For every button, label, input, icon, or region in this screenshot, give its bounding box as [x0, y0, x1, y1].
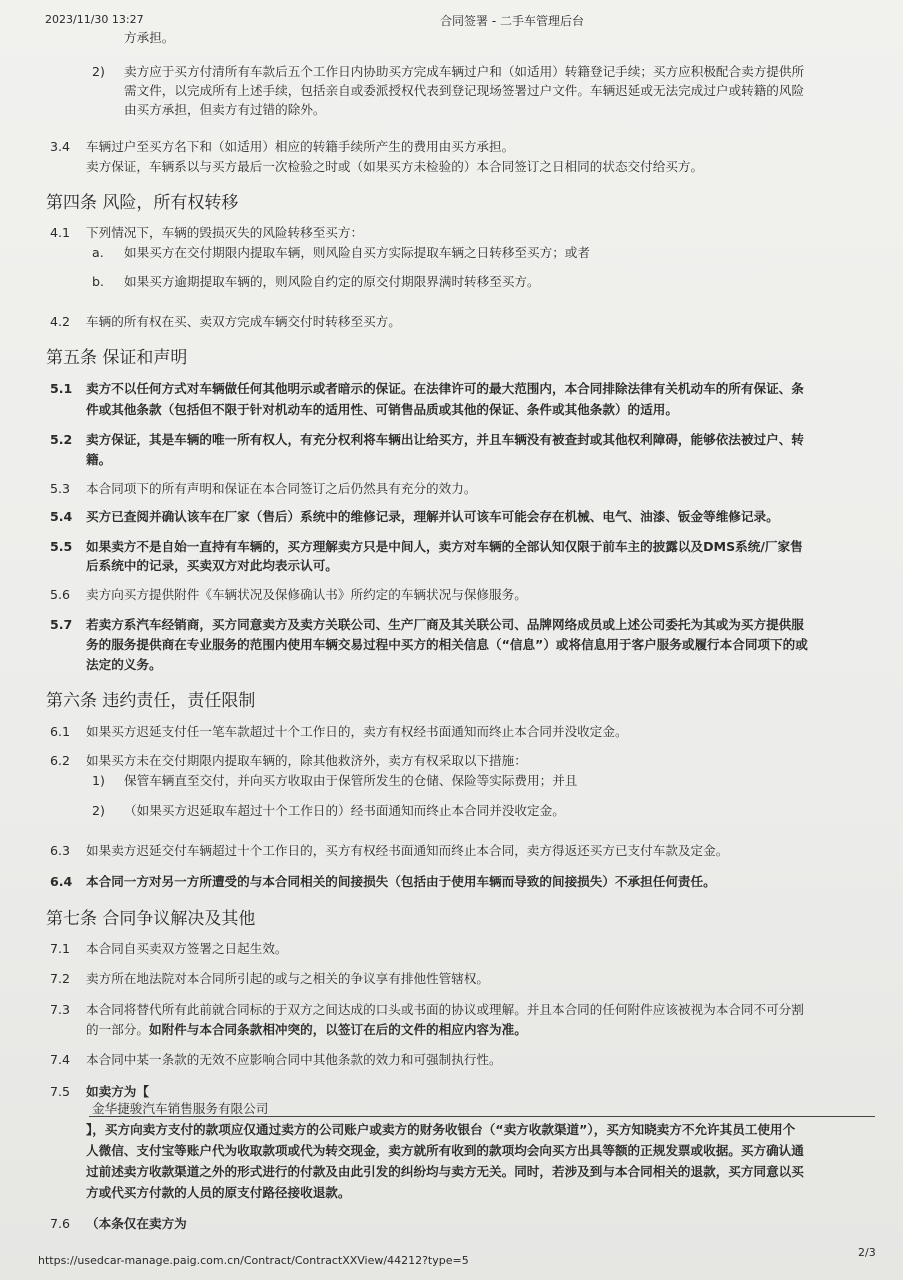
clause-text: 如果买方未在交付期限内提取车辆的，除其他救济外，卖方有权采取以下措施：: [86, 753, 527, 768]
clause-text: 车辆的所有权在买、卖双方完成车辆交付时转移至买方。: [86, 314, 401, 329]
clause-number: 7.6: [50, 1216, 71, 1231]
clause-text: 如果买方在交付期限内提取车辆，则风险自买方实际提取车辆之日转移至买方；或者: [124, 245, 590, 260]
clause-number: 3.4: [50, 139, 71, 154]
clause-number: 7.5: [50, 1084, 71, 1099]
company-name: 金华捷骏汽车销售服务有限公司: [92, 1101, 269, 1116]
clause-text: 如果买方逾期提取车辆的，则风险自约定的原交付期限界满时转移至买方。: [124, 274, 540, 289]
clause-text: 卖方所在地法院对本合同所引起的或与之相关的争议享有排他性管辖权。: [86, 971, 489, 986]
clause-number: 4.1: [50, 225, 71, 240]
clause-number: 6.2: [50, 753, 71, 768]
clause-text: 籍。: [86, 452, 112, 467]
clause-text: 卖方保证，其是车辆的唯一所有权人，有充分权利将车辆出让给买方，并且车辆没有被查封或其他权利障碍，能够依法被过户、转: [86, 432, 804, 447]
clause-number: 7.1: [50, 941, 71, 956]
article-heading: 第五条 保证和声明: [46, 348, 188, 368]
clause-text: 若卖方系汽车经销商，买方同意卖方及卖方关联公司、生产厂商及其关联公司、品牌网络成员或上述公司委托为其或为买方提供服: [86, 617, 804, 632]
clause-number: 6.4: [50, 874, 73, 889]
clause-text: 本合同自买卖双方签署之日起生效。: [86, 941, 288, 956]
clause-text: 本合同项下的所有声明和保证在本合同签订之后仍然具有充分的效力。: [86, 481, 477, 496]
clause-number: 5.3: [50, 481, 71, 496]
clause-text: 如果买方迟延支付任一笔车款超过十个工作日的，卖方有权经书面通知而终止本合同并没收定金。: [86, 724, 628, 739]
article-heading: 第六条 违约责任，责任限制: [46, 691, 256, 711]
clause-text: 需文件，以完成所有上述手续，包括亲自或委派授权代表到登记现场签署过户文件。车辆迟延或无法完成过户或转籍的风险: [124, 83, 805, 98]
clause-text: 人微信、支付宝等账户代为收取款项或代为转交现金，卖方就所有收到的款项均会向买方出具等额的正规发票或收据。买方确认通: [86, 1143, 804, 1158]
clause-number: 6.3: [50, 843, 71, 858]
clause-text: 卖方保证，车辆系以与买方最后一次检验之时或（如果买方未检验的）本合同签订之日相同的状态交付给买方。: [86, 159, 704, 174]
clause-number: 7.4: [50, 1052, 71, 1067]
clause-text: 方或代买方付款的人员的原支付路径接收退款。: [86, 1185, 351, 1200]
clause-text: 由买方承担，但卖方有过错的除外。: [124, 102, 326, 117]
clause-number: 5.2: [50, 432, 73, 447]
clause-text: 车辆过户至买方名下和（如适用）相应的转籍手续所产生的费用由买方承担。: [86, 139, 515, 154]
print-datetime: 2023/11/30 13:27: [45, 13, 144, 26]
clause-text: 方承担。: [124, 30, 175, 45]
clause-text: 】，买方向卖方支付的款项应仅通过卖方的公司账户或卖方的财务收银台（“卖方收款渠道”），买方知晓卖方不允许其员工使用个: [86, 1122, 796, 1137]
clause-number: 7.2: [50, 971, 71, 986]
page-number: 2/3: [858, 1246, 876, 1259]
clause-text: [86, 1020, 527, 1040]
clause-text: 买方已查阅并确认该车在厂家（售后）系统中的维修记录，理解并认可该车可能会存在机械、电气、油漆、钣金等维修记录。: [86, 509, 779, 524]
clause-text: 如果卖方迟延交付车辆超过十个工作日的，买方有权经书面通知而终止本合同，卖方得返还买方已支付车款及定金。: [86, 843, 729, 858]
clause-text-bold: 如附件与本合同条款相冲突的，以签订在后的文件的相应内容为准。: [148, 1022, 527, 1037]
clause-text: 本合同中某一条款的无效不应影响合同中其他条款的效力和可强制执行性。: [86, 1052, 502, 1067]
clause-text: （本条仅在卖方为: [86, 1216, 187, 1231]
clause-text: 务的服务提供商在专业服务的范围内使用车辆交易过程中买方的相关信息（“信息”）或将信息用于客户服务或履行本合同项下的或: [86, 637, 808, 652]
item-number: a.: [92, 245, 104, 260]
clause-number: 4.2: [50, 314, 71, 329]
company-underline: [89, 1115, 875, 1117]
page-title: 合同签署 - 二手车管理后台: [440, 14, 584, 28]
clause-text: 下列情况下，车辆的毁损灭失的风险转移至买方：: [86, 225, 364, 240]
item-number: b.: [92, 274, 104, 289]
clause-text: 如果卖方不是自始一直持有车辆的，买方理解卖方只是中间人，卖方对车辆的全部认知仅限于前车主的披露以及DMS系统/厂家售: [86, 539, 803, 554]
clause-text: 本合同一方对另一方所遭受的与本合同相关的间接损失（包括由于使用车辆而导致的间接损失）不承担任何责任。: [86, 874, 716, 889]
article-heading: 第七条 合同争议解决及其他: [46, 909, 256, 929]
article-heading: 第四条 风险，所有权转移: [46, 193, 239, 213]
clause-text: 件或其他条款（包括但不限于针对机动车的适用性、可销售品质或其他的保证、条件或其他条款）的适用。: [86, 402, 678, 417]
clause-text: 法定的义务。: [86, 657, 162, 672]
clause-number: 6.1: [50, 724, 71, 739]
clause-number: 5.5: [50, 539, 73, 554]
clause-number: 5.7: [50, 617, 73, 632]
clause-text: 保管车辆直至交付，并向买方收取由于保管所发生的仓储、保险等实际费用；并且: [124, 773, 578, 788]
clause-number: 7.3: [50, 1002, 71, 1017]
page-url: https://usedcar-manage.paig.com.cn/Contract/ContractXXView/44212?type=5: [38, 1254, 469, 1267]
clause-number: 5.4: [50, 509, 73, 524]
clause-text: 卖方向买方提供附件《车辆状况及保修确认书》所约定的车辆状况与保修服务。: [86, 587, 527, 602]
clause-text-plain: 的一部分。: [86, 1022, 149, 1037]
clause-number: 5.1: [50, 381, 73, 396]
clause-text: 后系统中的记录，买卖双方对此均表示认可。: [86, 558, 338, 573]
item-number: 1): [92, 773, 105, 788]
item-number: 2): [92, 803, 105, 818]
clause-text: （如果买方迟延取车超过十个工作日的）经书面通知而终止本合同并没收定金。: [124, 803, 565, 818]
clause-number: 5.6: [50, 587, 71, 602]
clause-text: 卖方不以任何方式对车辆做任何其他明示或者暗示的保证。在法律许可的最大范围内，本合同排除法律有关机动车的所有保证、条: [86, 381, 804, 396]
clause-text: 如卖方为【: [86, 1084, 149, 1099]
clause-text: 本合同将替代所有此前就合同标的于双方之间达成的口头或书面的协议或理解。并且本合同的任何附件应该被视为本合同不可分割: [86, 1002, 804, 1017]
clause-text: 过前述卖方收款渠道之外的形式进行的付款及由此引发的纠纷均与卖方无关。同时，若涉及到与本合同相关的退款，买方同意以买: [86, 1164, 804, 1179]
item-number: 2): [92, 64, 105, 79]
clause-text: 卖方应于买方付清所有车款后五个工作日内协助买方完成车辆过户和（如适用）转籍登记手续；买方应积极配合卖方提供所: [124, 64, 805, 79]
